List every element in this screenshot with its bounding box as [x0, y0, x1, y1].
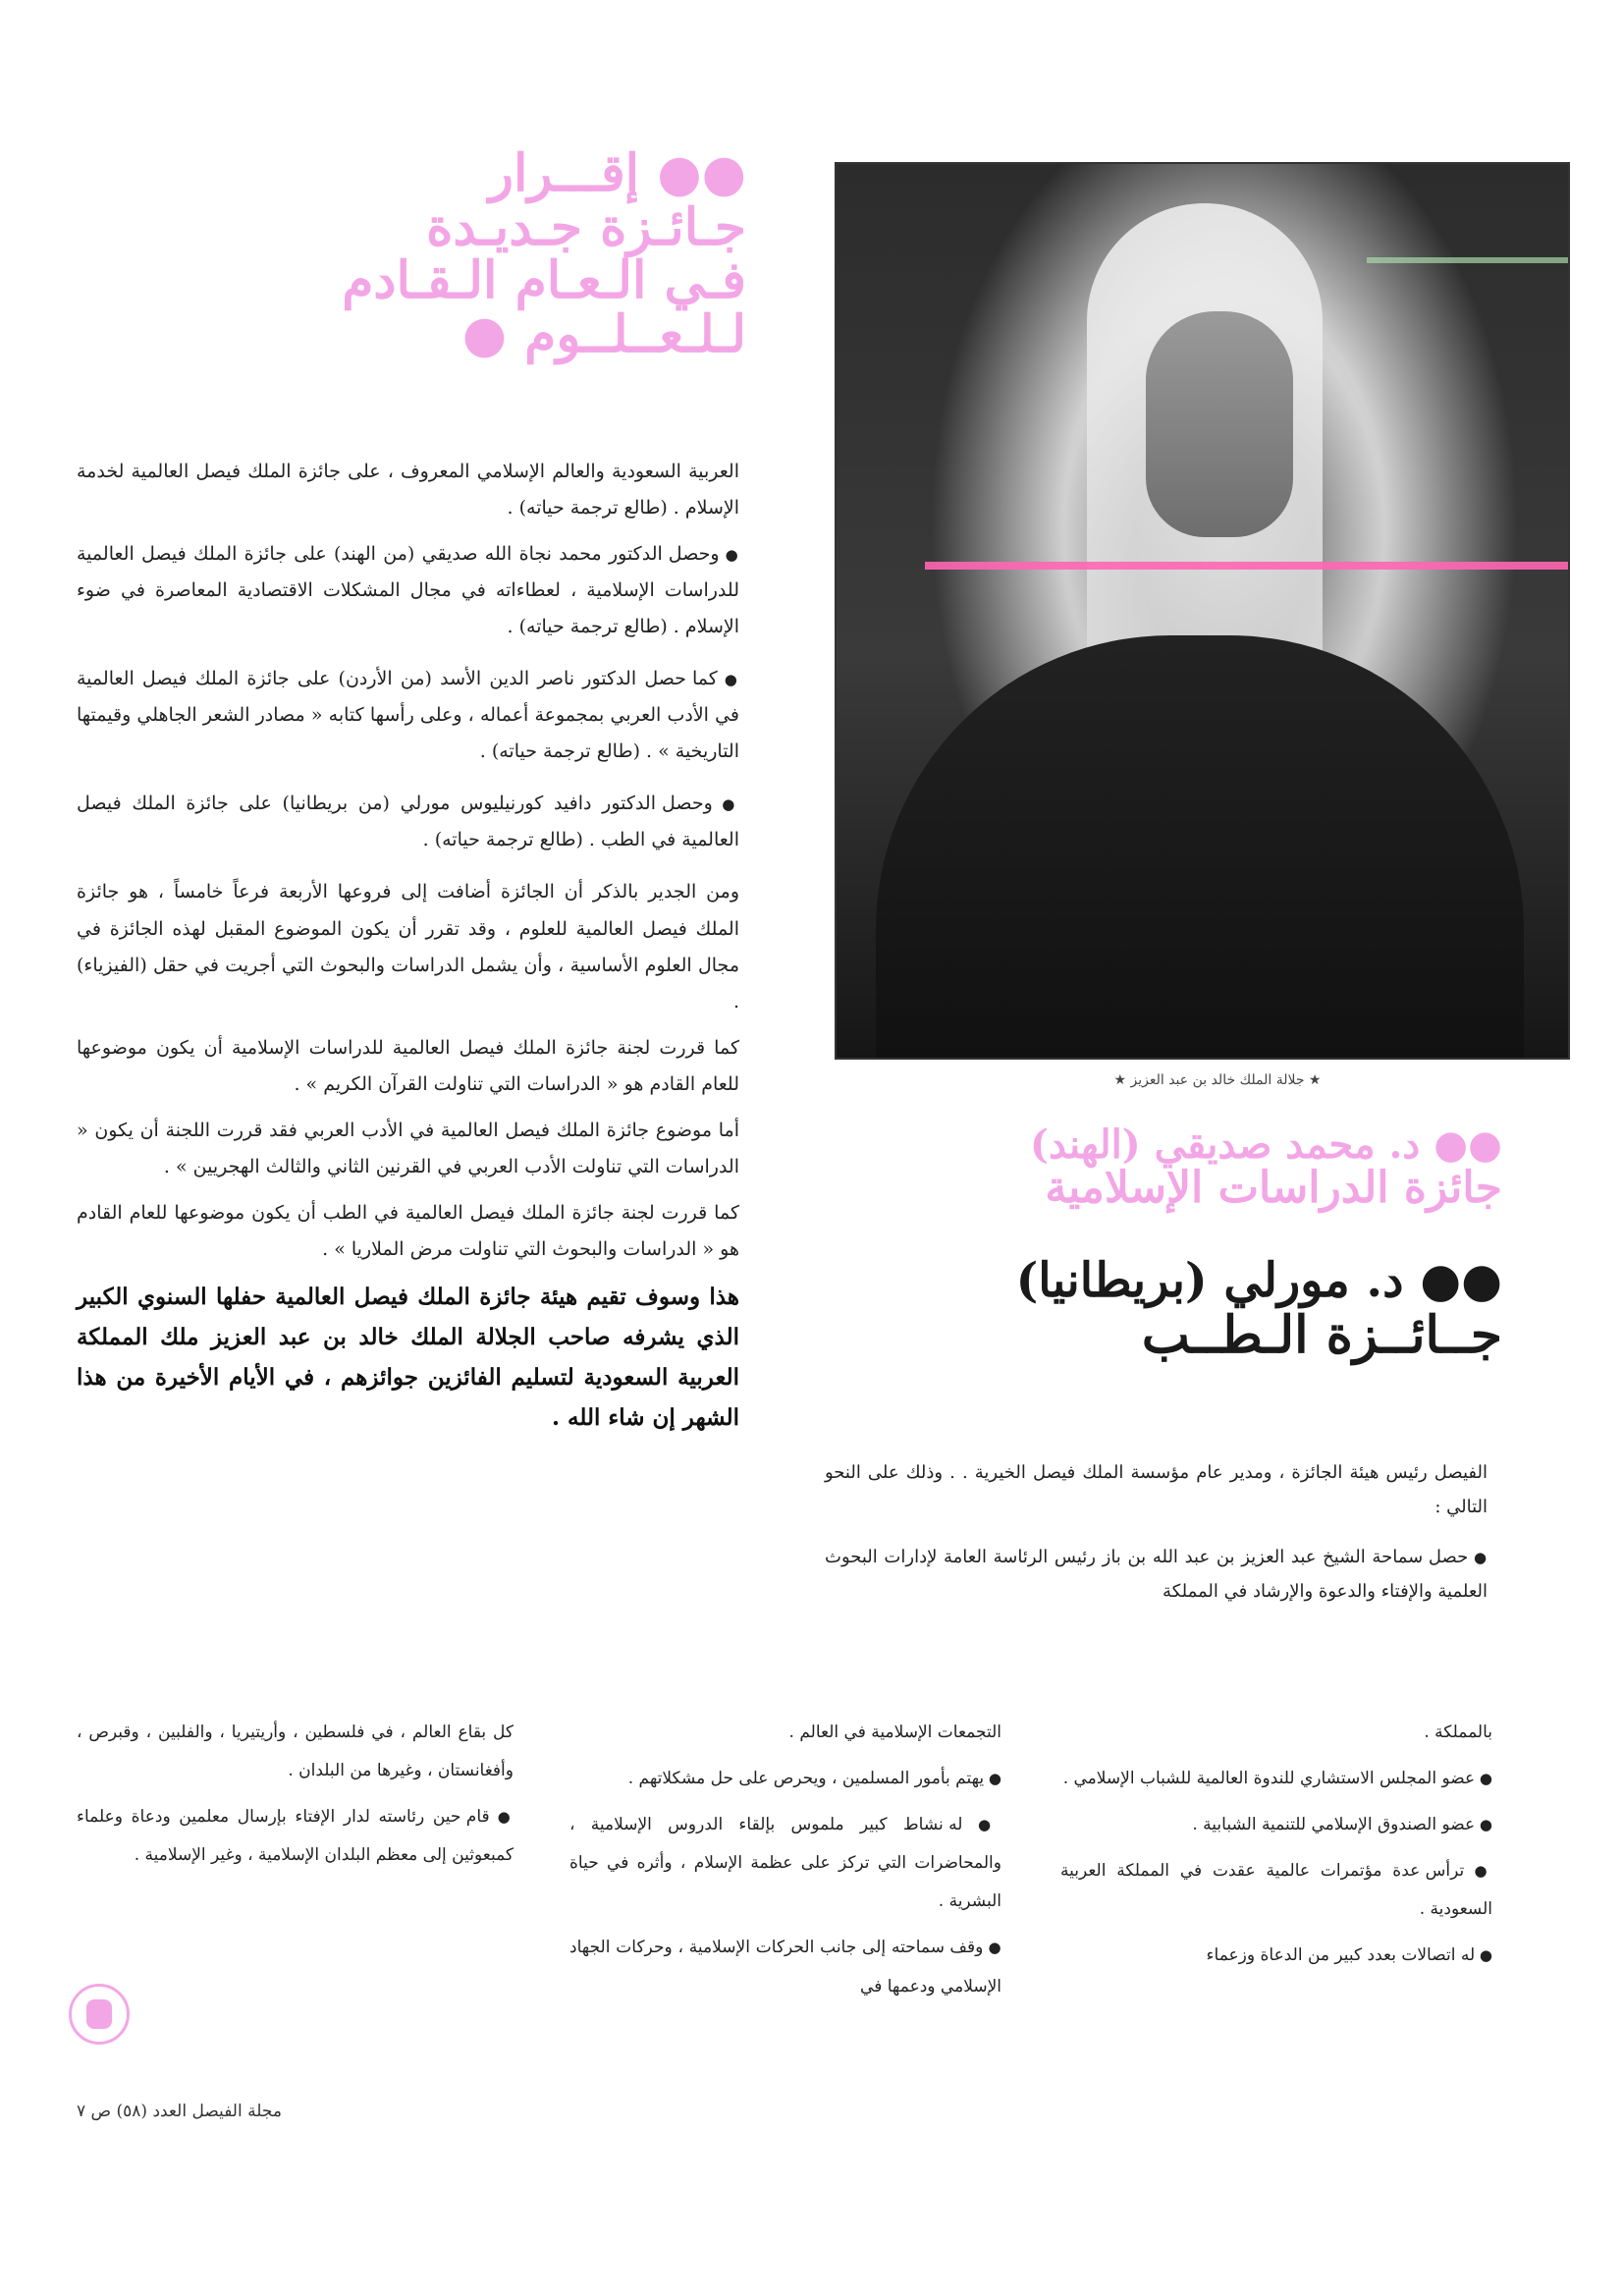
paragraph: ● حصل سماحة الشيخ عبد العزيز بن عبد الله بن باز رئيس الرئاسة العامة لإدارات البحوث العلمية والإفتاء والدعوة والإرشاد في المملكة	[825, 1540, 1488, 1609]
bottom-column-left	[77, 1714, 514, 1883]
headline-line: فـي الـعـام الـقـادم	[342, 250, 746, 311]
paragraph: كما قررت لجنة جائزة الملك فيصل العالمية في الطب أن يكون موضوعها للعام القادم هو « الدراسات والبحوث التي تناولت مرض الملاريا » .	[77, 1201, 739, 1260]
headline-line: د. مورلي (بريطانيا)	[1015, 1253, 1404, 1308]
paragraph: كل بقاع العالم ، في فلسطين ، وأريتيريا ، والفلبين ، وقبرص ، وأفغانستان ، وغيرها من البلدان .	[77, 1722, 514, 1781]
page-footer: مجلة الفيصل العدد (٥٨) ص ٧	[77, 2102, 282, 2121]
article-column-right	[825, 1455, 1488, 1624]
end-mark-logo-icon	[69, 1984, 130, 2045]
scan-line-mark	[1367, 257, 1568, 263]
paragraph: هذا وسوف تقيم هيئة جائزة الملك فيصل العالمية حفلها السنوي الكبير الذي يشرفه صاحب الجلالة الملك خالد بن عبد العزيز ملك المملكة العربية السعودية لتسليم الفائزين جوائزهم ، في الأيام الأخيرة من هذا الشهر إن شاء الله .	[77, 1283, 739, 1431]
list-item: ● له اتصالات بعدد كبير من الدعاة وزعماء	[1060, 1937, 1492, 1975]
paragraph: الفيصل رئيس هيئة الجائزة ، ومدير عام مؤسسة الملك فيصل الخيرية . . وذلك على النحو التالي :	[825, 1462, 1488, 1518]
list-item: ● ترأس عدة مؤتمرات عالمية عقدت في المملكة العربية السعودية .	[1060, 1852, 1492, 1929]
headline-siddiqi	[825, 1121, 1502, 1213]
bullet-dots-icon: ●●	[657, 143, 746, 203]
king-portrait-photo	[835, 162, 1570, 1060]
list-item: ● عضو الصندوق الإسلامي للتنمية الشبابية .	[1060, 1806, 1492, 1844]
list-item: ● عضو المجلس الاستشاري للندوة العالمية للشباب الإسلامي .	[1060, 1760, 1492, 1798]
bottom-column-right	[1060, 1714, 1492, 1984]
paragraph: ● كما حصل الدكتور ناصر الدين الأسد (من الأردن) على جائزة الملك فيصل العالمية في الأدب العربي بمجموعة أعماله ، وعلى رأسها كتابه « مصادر الشعر الجاهلي وقيمتها التاريخية » . (طالع ترجمة حياته) .	[77, 661, 739, 770]
headline-line: جائزة الدراسات الإسلامية	[1045, 1163, 1502, 1213]
paragraph: العربية السعودية والعالم الإسلامي المعروف ، على جائزة الملك فيصل العالمية لخدمة الإسلام . (طالع ترجمة حياته) .	[77, 461, 739, 519]
paragraph: ومن الجدير بالذكر أن الجائزة أضافت إلى فروعها الأربعة فرعاً خامساً ، هو جائزة الملك فيصل العالمية للعلوم ، وقد تقرر أن يكون الموضوع المقبل لهذه الجائزة في مجال العلوم الأساسية ، وأن يشمل الدراسات والبحوث التي أجريت في حقل (الفيزياء) .	[77, 881, 739, 1012]
headline-line: د. محمد صديقي (الهند)	[1030, 1121, 1421, 1168]
headline-line: جـائـزة جـديـدة	[426, 196, 746, 257]
list-item: ● له نشاط كبير ملموس بإلقاء الدروس الإسلامية ، والمحاضرات التي تركز على عظمة الإسلام ، وأثره في حياة البشرية .	[569, 1806, 1001, 1921]
paragraph: ● وحصل الدكتور محمد نجاة الله صديقي (من الهند) على جائزة الملك فيصل العالمية للدراسات الإسلامية ، لعطاءاته في مجال المشكلات الاقتصادية المعاصرة في ضوء الإسلام . (طالع ترجمة حياته) .	[77, 536, 739, 645]
headline-line: لـلـعــلــوم	[524, 303, 746, 364]
headline-line: إقـــرار	[488, 143, 640, 203]
bullet-dots-icon: ●●	[1420, 1253, 1502, 1308]
headline-line: جــائــزة الـطــب	[1141, 1304, 1502, 1365]
face-shape	[1146, 311, 1293, 537]
paragraph: بالمملكة .	[1424, 1722, 1492, 1742]
headline-morley	[825, 1255, 1502, 1363]
list-item: ● قام حين رئاسته لدار الإفتاء بإرسال معلمين ودعاة وعلماء كمبعوثين إلى معظم البلدان الإسلامية ، وغير الإسلامية .	[77, 1798, 514, 1875]
article-column-main	[77, 454, 739, 1454]
bullet-dots-icon: ●●	[1434, 1121, 1502, 1168]
paragraph: ● وحصل الدكتور دافيد كورنيليوس مورلي (من بريطانيا) على جائزة الملك فيصل العالمية في الطب . (طالع ترجمة حياته) .	[77, 786, 739, 858]
scan-line-mark	[925, 562, 1568, 570]
paragraph: أما موضوع جائزة الملك فيصل العالمية في الأدب العربي فقد قررت اللجنة أن يكون « الدراسات التي تناولت الأدب العربي في القرنين الثاني والثالث الهجريين » .	[77, 1119, 739, 1177]
photo-caption: ★ جلالة الملك خالد بن عبد العزيز ★	[1113, 1072, 1322, 1088]
paragraph: كما قررت لجنة جائزة الملك فيصل العالمية للدراسات الإسلامية أن يكون موضوعها للعام القادم هو « الدراسات التي تناولت القرآن الكريم » .	[77, 1036, 739, 1095]
bullet-dot-icon: ●	[461, 303, 508, 364]
robe-shape	[876, 635, 1524, 1058]
list-item: ● يهتم بأمور المسلمين ، ويحرص على حل مشكلاتهم .	[569, 1760, 1001, 1798]
bottom-column-middle	[569, 1714, 1001, 2014]
list-item: ● وقف سماحته إلى جانب الحركات الإسلامية ، وحركات الجهاد الإسلامي ودعمها في	[569, 1929, 1001, 2005]
headline-new-prize	[59, 143, 746, 364]
paragraph: التجمعات الإسلامية في العالم .	[788, 1722, 1001, 1742]
